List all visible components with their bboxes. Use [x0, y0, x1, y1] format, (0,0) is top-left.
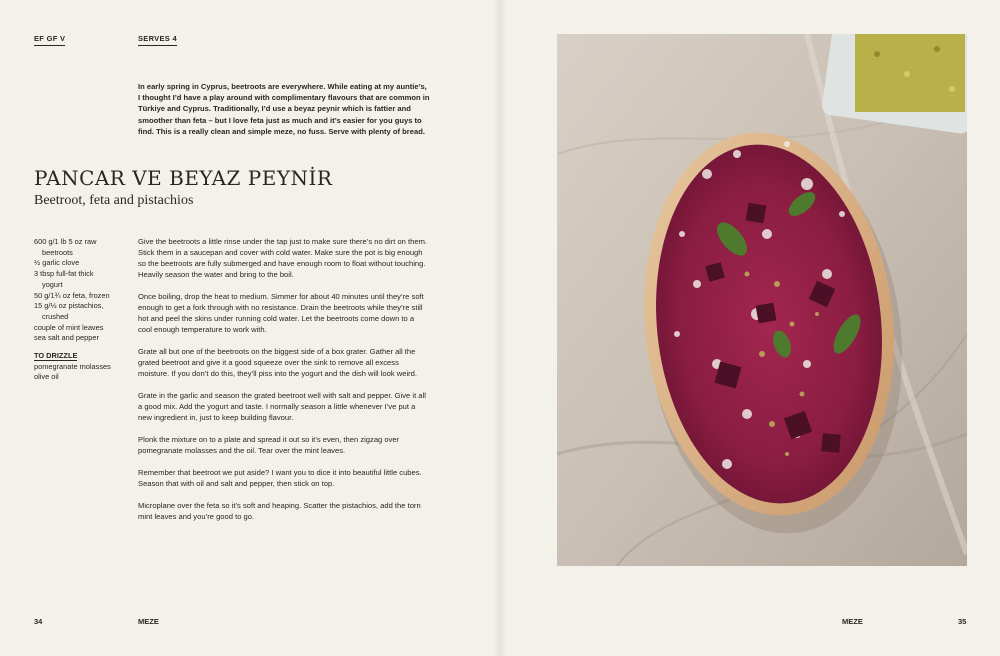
- dietary-tags: EF GF V: [34, 34, 65, 46]
- method-paragraph: Microplane over the feta so it’s soft and heaping. Scatter the pistachios, add the torn mint leaves and you’re good to go.: [138, 501, 421, 521]
- method-paragraph: Give the beetroots a little rinse under the tap just to make sure there’s no dirt on them. Stick them in a saucepan and cover with cold water. Make sure the pot is big enough so the beetroots are fully submerged and have enough room to float without touching. Heavily season the water and bring to the boil.: [138, 237, 427, 279]
- ingredient-line: 600 g/1 lb 5 oz raw: [34, 237, 97, 246]
- ingredient-line: couple of mint leaves: [34, 322, 104, 332]
- method-paragraph: Plonk the mixture on to a plate and spread it out so it’s even, then zigzag over pomegranate molasses and the oil. Tear over the mint leaves.: [138, 435, 400, 455]
- method-paragraph: Grate all but one of the beetroots on the biggest side of a box grater. Gather all the grated beetroot and give it a good squeeze over the sink to remove all excess moisture. If you don’t do this, they’ll piss into the yogurt and the dish will look weird.: [138, 347, 417, 378]
- right-page-number: 35: [958, 617, 967, 626]
- ingredient-line: 3 tbsp full-fat thick: [34, 269, 94, 279]
- page-gutter: [492, 0, 508, 656]
- method-steps: [138, 236, 430, 533]
- recipe-title: PANCAR VE BEYAZ PEYNİR: [34, 166, 333, 190]
- drizzle-heading: TO DRIZZLE: [34, 351, 78, 361]
- ingredient-line: beetroots: [42, 247, 73, 257]
- left-page-number: 34: [34, 617, 43, 626]
- intro-text: In early spring in Cyprus, beetroots are everywhere. While eating at my auntie’s, I thought I’d have a play around with complimentary flavours that are common in Türkiye and Cyprus. Traditionally, I’d use a beyaz peynir which is fattier and smoother than feta – but I love feta just as much and it’s easier for you guys to find. This is a really clean and simple meze, no fuss. Serve with plenty of bread.: [138, 82, 430, 136]
- ingredient-line: yogurt: [42, 279, 63, 289]
- dish-photo: [557, 34, 967, 566]
- ingredient-list: [34, 237, 130, 383]
- serves-label: SERVES 4: [138, 34, 177, 46]
- left-section-label: MEZE: [138, 617, 159, 626]
- drizzle-ingredient: olive oil: [34, 372, 59, 382]
- method-paragraph: Grate in the garlic and season the grated beetroot well with salt and pepper. Give it all a good mix. Add the yogurt and taste. I normally season a little whenever I’ve put a new ingredient in, just to keep building flavour.: [138, 391, 426, 422]
- recipe-intro: [138, 81, 430, 137]
- recipe-subtitle: Beetroot, feta and pistachios: [34, 193, 194, 208]
- ingredient-line: 15 g/½ oz pistachios,: [34, 301, 104, 311]
- ingredient-line: 50 g/1¾ oz feta, frozen: [34, 290, 110, 300]
- method-paragraph: Once boiling, drop the heat to medium. Simmer for about 40 minutes until they’re soft enough to get a fork through with no resistance. Drain the beetroots while they’re still hot and peel the skins under running cold water. Let the beetroots come down to a cool enough temperature to work with.: [138, 292, 424, 334]
- ingredient-line: crushed: [42, 311, 69, 321]
- ingredient-line: sea salt and pepper: [34, 333, 99, 343]
- right-section-label: MEZE: [842, 617, 863, 626]
- method-paragraph: Remember that beetroot we put aside? I want you to dice it into beautiful little cubes. Season that with oil and salt and pepper, then stick on top.: [138, 468, 422, 488]
- ingredient-line: ½ garlic clove: [34, 258, 80, 268]
- drizzle-ingredient: pomegranate molasses: [34, 361, 111, 371]
